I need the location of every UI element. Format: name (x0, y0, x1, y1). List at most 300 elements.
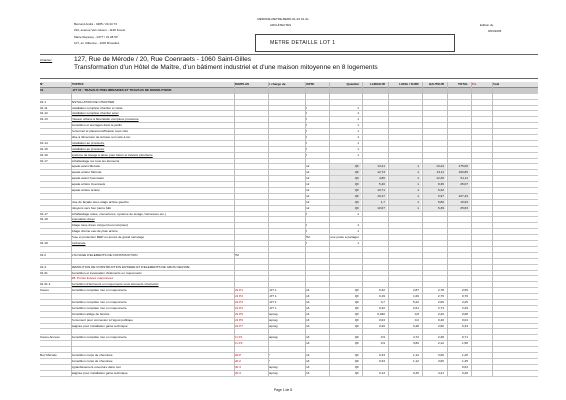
column-divider (268, 82, 269, 377)
cell-unit: ff (305, 211, 307, 216)
cell-haut (422, 100, 446, 105)
cell-desc: Démolition complète mur en maçonnerie (71, 288, 127, 293)
cell-long (388, 235, 421, 240)
column-divider (447, 82, 448, 377)
column-divider (305, 82, 306, 377)
cell-long (388, 111, 421, 116)
cell-long (388, 123, 421, 128)
cell-unit: ff (305, 117, 307, 122)
col-header-total: TOTAL (457, 82, 468, 86)
cell-larg (362, 265, 387, 270)
cell-tot (447, 153, 470, 158)
cell-qty: QF (354, 364, 359, 369)
cell-larg (362, 329, 387, 334)
cell-ach (268, 100, 304, 105)
cell-tot (447, 188, 470, 193)
cell-code (40, 135, 70, 140)
cell-haut (422, 147, 446, 152)
cell-haut: 6,80 (422, 200, 446, 205)
cell-long: 0,48 (412, 323, 419, 328)
cell-ach: LOT 1 (268, 305, 277, 310)
cell-unit: m2 (305, 199, 310, 204)
cell-desc: Démolition et ancrages dans le jardin (71, 123, 122, 128)
cell-unit: m3 (305, 305, 310, 310)
cell-repl (234, 229, 267, 234)
cell-tot (447, 100, 470, 105)
cell-larg (362, 117, 387, 122)
cell-qty (329, 282, 361, 287)
cell-tot: 1,45 (461, 352, 468, 357)
cell-ach (268, 111, 304, 116)
cell-desc: façade avant Mérode (71, 164, 101, 169)
cell-haut: 2,76 (437, 294, 444, 299)
cell-long: 1 (388, 194, 421, 199)
cell-ach (268, 265, 304, 270)
cell-haut (422, 88, 446, 93)
architect-line-3: Marie Repessy - 0477 / 31.28.50 (74, 35, 118, 39)
cell-tot: 1,58 (461, 341, 468, 346)
cell-haut: 3,60 (437, 358, 444, 363)
cell-desc: Démolition et évacuation d'éléments en maçonnerie (71, 270, 142, 275)
cell-repl: M1 P2 (234, 294, 243, 299)
cell-unit: m2 (305, 164, 310, 169)
cell-desc: Saignée pour installation gaine technique (71, 370, 128, 375)
cell-ach (268, 176, 304, 181)
cell-repl (234, 159, 267, 164)
cell-haut: 12,36 (422, 176, 446, 181)
cell-code: 01.3 (40, 264, 47, 269)
cell-desc: vidage citerne eau de pluie arrière (71, 229, 118, 234)
cell-desc: Echafaudage sur tous les éléments (71, 158, 120, 163)
cell-larg (362, 135, 387, 140)
cell-code: Caves (40, 288, 49, 293)
cell-larg (362, 111, 387, 116)
cell-desc: Installation au provisoire (71, 140, 105, 145)
table-row (40, 371, 538, 377)
cell-haut (422, 111, 446, 116)
cell-tot: 25,63 (447, 206, 470, 211)
cell-qty (329, 159, 361, 164)
cell-qty: QF (354, 299, 359, 304)
cell-repl (234, 111, 267, 116)
cell-tot (447, 88, 470, 93)
cell-ach (268, 129, 304, 134)
cell-code (40, 312, 70, 317)
cell-ach (268, 88, 304, 93)
cell-qty: 1 (357, 111, 359, 116)
cell-repl: M0 2 (234, 358, 241, 363)
cell-long: 3,80 (412, 341, 419, 346)
cell-long (388, 365, 421, 370)
cell-repl (234, 223, 267, 228)
cell-code (40, 188, 70, 193)
cell-tot: 0,04 (461, 317, 468, 322)
cell-tot: 10,93 (447, 200, 470, 205)
cell-desc (71, 247, 233, 252)
cell-repl (234, 135, 267, 140)
cell-tot (447, 329, 470, 334)
cell-repl: M1 P3 (234, 299, 243, 304)
column-divider (388, 82, 389, 377)
document-filename: MERODE-METRE-BERN-01-26.01.xls (257, 17, 309, 21)
cell-ach (268, 135, 304, 140)
column-divider (471, 82, 472, 377)
cell-long: 1 (388, 206, 421, 211)
cell-code: 01.13 (40, 117, 48, 122)
cell-larg (362, 212, 387, 217)
cell-code: 01.15 (40, 146, 48, 151)
cell-haut: 4,21 (437, 370, 444, 375)
cell-long (388, 253, 421, 258)
cell-qty: 1 (357, 229, 359, 234)
cell-repl (234, 117, 267, 122)
cell-tot (447, 111, 470, 116)
cell-qty: 1 (357, 146, 359, 151)
cell-haut (422, 223, 446, 228)
cell-long: 1 (388, 164, 421, 169)
cell-long: 1,12 (412, 352, 419, 357)
cell-qty: 1 (357, 135, 359, 140)
cell-ach (268, 247, 304, 252)
cell-qty (329, 276, 361, 281)
cell-larg: 10,71 (362, 188, 387, 193)
cell-haut (422, 94, 446, 99)
cell-long (388, 241, 421, 246)
cell-larg (362, 365, 387, 370)
column-divider (329, 82, 330, 377)
architect-line-2: 210, avenue Van volxem - 1190 Forest (74, 28, 126, 32)
cell-tot (447, 241, 470, 246)
cell-ach (268, 170, 304, 175)
column-divider (362, 82, 363, 377)
cell-long (388, 247, 421, 252)
cell-long (388, 153, 421, 158)
cell-long (388, 88, 421, 93)
cell-ach (268, 200, 304, 205)
cell-larg: 0,040 (377, 311, 385, 316)
cell-code (40, 200, 70, 205)
cell-long (388, 147, 421, 152)
cell-haut: 0,40 (437, 317, 444, 322)
cell-desc: Pose et protection MEP en amont de grand carrelage (71, 235, 145, 240)
chantier-label: Chantier: (40, 58, 53, 62)
cell-ach (268, 94, 304, 99)
cell-ach: caprag (268, 370, 278, 375)
cell-unit (305, 259, 328, 264)
cell-unit (305, 265, 328, 270)
cell-repl (234, 123, 267, 128)
cell-unit: m3 (305, 299, 310, 304)
table-body (40, 88, 538, 377)
cell-code: 01 (40, 87, 44, 92)
cell-repl (234, 206, 267, 211)
cell-long (388, 141, 421, 146)
cell-code (40, 259, 70, 264)
cell-qty: 1 (357, 123, 359, 128)
column-divider (422, 82, 423, 377)
cell-unit (305, 159, 328, 164)
cell-repl (234, 247, 267, 252)
col-header-unite: UNITE (305, 82, 315, 86)
cell-repl (234, 141, 267, 146)
cell-haut (422, 153, 446, 158)
cell-haut (422, 212, 446, 217)
cell-code (40, 347, 70, 352)
cell-code (40, 324, 70, 329)
cell-larg: 0,04 (378, 317, 385, 322)
cell-tot (447, 135, 470, 140)
cell-haut (422, 365, 446, 370)
cell-tot (447, 106, 470, 111)
cell-tot (447, 235, 470, 240)
cell-larg (362, 147, 387, 152)
cell-desc: Mise à dimension de la base rem scié à ion (71, 135, 131, 140)
cell-ach (268, 217, 304, 222)
cell-larg (362, 241, 387, 246)
cell-desc (71, 347, 233, 352)
cell-qty: QF (354, 335, 359, 340)
cell-long (388, 135, 421, 140)
cell-qty: 1 (357, 105, 359, 110)
cell-larg (362, 153, 387, 158)
cell-ach (268, 153, 304, 158)
cell-haut (422, 241, 446, 246)
cell-haut: 2,60 (437, 323, 444, 328)
cell-code (40, 318, 70, 323)
cell-qty: QF (329, 164, 361, 169)
cell-code (40, 306, 70, 311)
cell-unit: m2 (305, 176, 310, 181)
cell-code (40, 194, 70, 199)
cell-qty: QF (329, 188, 361, 193)
cell-long: 1 (388, 182, 421, 187)
cell-long: 1,60 (412, 294, 419, 299)
cell-larg (362, 106, 387, 111)
cell-ach (268, 182, 304, 187)
cell-repl (234, 182, 267, 187)
cell-qty: QF (354, 341, 359, 346)
cell-tot: 2,25 (461, 299, 468, 304)
col-header-code: N° (40, 82, 44, 86)
cell-code: 01.19 (40, 241, 48, 246)
cell-qty (329, 88, 361, 93)
cell-long (388, 129, 421, 134)
cell-ach (268, 141, 304, 146)
col-header-quantite: Quantité (346, 82, 359, 86)
cell-tot: 45,07 (447, 182, 470, 187)
cell-tot (447, 147, 470, 152)
cell-ach (268, 347, 304, 352)
cell-repl (234, 282, 267, 287)
cell-qty: QF (329, 182, 361, 187)
cell-haut (422, 123, 446, 128)
cell-unit: m2 (305, 188, 310, 193)
cell-tot: 1,45 (461, 358, 468, 363)
cell-unit: ff (305, 135, 307, 140)
cell-long: 0,2 (414, 317, 419, 322)
cell-repl (234, 129, 267, 134)
cell-repl (234, 241, 267, 246)
cell-desc (71, 294, 233, 299)
cell-repl (234, 200, 267, 205)
cell-code: 01.17 (40, 158, 48, 163)
cell-long (388, 265, 421, 270)
cell-qty: 1 (357, 140, 359, 145)
cell-unit (305, 88, 328, 93)
col-header-long: LONG / SURF (399, 82, 419, 86)
cell-tot: 0,76 (461, 294, 468, 299)
cell-qty: QF (354, 305, 359, 310)
cell-unit: m3 (305, 352, 310, 357)
cell-ach (268, 276, 304, 281)
cell-unit: m2 (305, 193, 310, 198)
cell-larg: 0,26 (378, 323, 385, 328)
cell-qty: QF (354, 317, 359, 322)
cell-unit: ff (305, 140, 307, 145)
cell-repl: M0 3 (234, 364, 241, 369)
cell-tot: 2,55 (461, 288, 468, 293)
cell-qty (329, 259, 361, 264)
cell-qty (329, 329, 361, 334)
cell-code (40, 365, 70, 370)
cell-desc: mitoyens vers four pierre bâti (71, 205, 111, 210)
cell-desc: Démolition corps de cheminée (71, 352, 113, 357)
cell-ach: LOT 1 (268, 299, 277, 304)
column-divider (234, 82, 235, 377)
cell-desc: Démolition complète mur en maçonnerie (71, 335, 127, 340)
cell-haut: 2,66 (437, 299, 444, 304)
cell-desc: vidage cave d'eau mitoyel (tout compteur) (71, 223, 129, 228)
cell-code: 01.31.1 (40, 282, 51, 287)
cell-larg (362, 259, 387, 264)
cell-larg (362, 223, 387, 228)
cell-tot (447, 129, 470, 134)
cell-code: 01.14 (40, 140, 48, 145)
cell-larg: 13,21 (362, 164, 387, 169)
cell-ach (268, 164, 304, 169)
cell-tot (447, 117, 470, 122)
cell-tot (447, 212, 470, 217)
col-header-charge: A charge de (268, 82, 286, 86)
cell-unit (305, 271, 328, 276)
cell-repl (234, 170, 267, 175)
cell-qty (329, 265, 361, 270)
cell-code (40, 329, 70, 334)
cell-haut: 6,97 (422, 194, 446, 199)
cell-desc: Démolition corps de cheminée (71, 358, 113, 363)
cell-tot (447, 282, 470, 287)
cell-code: 01.2 (40, 252, 47, 257)
cell-ach: caprag (268, 317, 278, 322)
cell-ach (268, 282, 304, 287)
cell-desc: Démolition d'éléments en maçonnerie sous éléments structurels (71, 282, 159, 287)
cell-qty: QF (354, 294, 359, 299)
cell-larg (362, 94, 387, 99)
cell-haut: 2,20 (437, 311, 444, 316)
cell-ach (268, 117, 304, 122)
cell-desc: INSTALLATION DE CHANTIER (71, 99, 115, 104)
cell-code: Caves Annexe (40, 335, 60, 340)
cell-qty: QF (354, 311, 359, 316)
cell-unit: PM (305, 235, 310, 240)
cell-repl (234, 147, 267, 152)
edition-date: 9/03/2005 (488, 29, 502, 33)
cell-qty (329, 217, 361, 222)
cell-long (388, 271, 421, 276)
cell-repl (234, 164, 267, 169)
cell-desc: Agrandissement ouverture dans mur (71, 364, 122, 369)
cell-ach (268, 253, 304, 258)
cell-ach: caprag (268, 311, 278, 316)
edition-label: Edition du (480, 23, 494, 27)
cell-long: 5,22 (412, 299, 419, 304)
cell-unit: m3 (305, 294, 310, 299)
cell-repl: PM (234, 252, 239, 257)
cell-haut: 8,36 (422, 182, 446, 187)
cell-long (388, 217, 421, 222)
cell-long (388, 229, 421, 234)
cell-repl: A1 P2 (234, 341, 243, 346)
cell-larg: 12,73 (362, 170, 387, 175)
cell-unit (305, 276, 328, 281)
cell-repl (234, 94, 267, 99)
cell-haut (422, 141, 446, 146)
cell-larg (362, 282, 387, 287)
cell-long: 1 (388, 188, 421, 193)
cell-ach (268, 223, 304, 228)
cell-long (388, 212, 421, 217)
cell-larg (362, 253, 387, 258)
col-header-remplas: REMPLAS (234, 82, 250, 86)
cell-larg (362, 276, 387, 281)
cell-long (388, 117, 421, 122)
cell-long: 1 (388, 170, 421, 175)
cell-repl (234, 329, 267, 334)
cell-code (40, 170, 70, 175)
cell-haut (422, 247, 446, 252)
cell-ach (268, 241, 304, 246)
cell-unit (305, 347, 328, 352)
col-header-pu: P.U. (471, 82, 477, 86)
cell-ach (268, 271, 304, 276)
cell-tot (447, 271, 470, 276)
cell-repl (234, 88, 267, 93)
cell-ach (268, 147, 304, 152)
cell-tot: 107,43 (447, 194, 470, 199)
cell-repl (234, 212, 267, 217)
cell-unit: ff (305, 223, 307, 228)
cell-tot (447, 141, 470, 146)
cell-desc: Percement pour connexion à l'égout publique (71, 317, 133, 322)
cell-repl (234, 106, 267, 111)
cell-larg: 1,7 (362, 200, 387, 205)
cell-code (40, 94, 70, 99)
cell-larg (362, 217, 387, 222)
cell-haut (422, 259, 446, 264)
cell-long: 1 (388, 176, 421, 181)
cell-larg (362, 100, 387, 105)
cell-tot (447, 347, 470, 352)
cell-desc: Travaux urbans à faire/élabo complexe provisoire (71, 117, 139, 122)
cell-repl (234, 276, 267, 281)
cell-long (388, 106, 421, 111)
cell-desc: NB: Portes lissées maçonnées (71, 276, 114, 281)
cell-ach (268, 341, 304, 346)
cell-unit: ff (305, 123, 307, 128)
col-header-largeur: LARGEUR (369, 82, 385, 86)
cell-unit: m3 (305, 341, 310, 346)
cell-haut (422, 253, 446, 258)
